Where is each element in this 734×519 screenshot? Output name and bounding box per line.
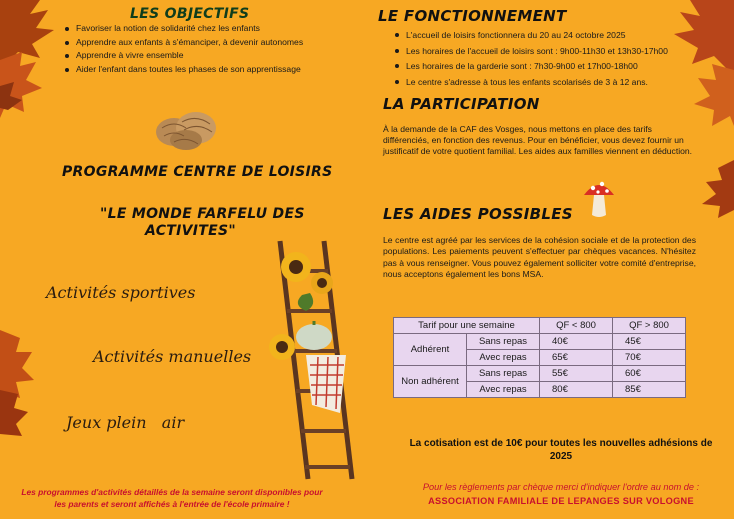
table-header-cell: Tarif pour une semaine xyxy=(394,318,540,334)
list-item: Apprendre à vivre ensemble xyxy=(76,50,376,61)
fonctionnement-title: LE FONCTIONNEMENT xyxy=(378,7,567,25)
cotisation-line2: 2025 xyxy=(549,451,573,462)
cotisation-line1: La cotisation est de 10€ pour toutes les nouvelles adhésions de xyxy=(409,438,713,449)
programme-title: PROGRAMME CENTRE DE LOISIRS xyxy=(62,164,333,180)
table-row xyxy=(394,366,686,382)
tarifs-table xyxy=(393,317,686,398)
price-cell: 85€ xyxy=(613,382,686,398)
mushroom-icon xyxy=(582,175,616,219)
price-cell: 40€ xyxy=(540,334,613,350)
objectifs-title: LES OBJECTIFS xyxy=(130,6,250,22)
table-header-cell: QF < 800 xyxy=(540,318,613,334)
price-cell: 45€ xyxy=(613,334,686,350)
list-item: L'accueil de loisirs fonctionnera du 20 au 24 octobre 2025 xyxy=(406,29,734,42)
group-label: Adhérent xyxy=(394,334,467,366)
programme-footer-line1: Les programmes d'activités détaillés de la semaine seront disponibles pour xyxy=(21,487,323,497)
autumn-leaf-right-middle-icon xyxy=(700,160,734,220)
reglement-note: Pour les règlements par chèque merci d'indiquer l'ordre au nom de : xyxy=(422,482,700,492)
list-item: Les horaires de l'accueil de loisirs sont : 9h00-11h30 et 13h30-17h00 xyxy=(406,45,734,58)
price-cell: 70€ xyxy=(613,350,686,366)
objectifs-list xyxy=(62,23,376,77)
price-cell: 65€ xyxy=(540,350,613,366)
participation-title: LA PARTICIPATION xyxy=(383,95,540,113)
table-row xyxy=(394,334,686,350)
participation-text: À la demande de la CAF des Vosges, nous mettons en place des tarifs différenciés, en fonction des revenus. Pour en bénéficier, vous devez fournir un justificatif de votre quotient familial. Les aides aux familles viennent en déduction. xyxy=(383,124,693,157)
price-cell: 55€ xyxy=(540,366,613,382)
fonctionnement-list xyxy=(392,29,734,91)
list-item: Apprendre aux enfants à s'émanciper, à devenir autonomes xyxy=(76,37,376,48)
list-item: Le centre s'adresse à tous les enfants scolarisés de 3 à 12 ans. xyxy=(406,76,734,89)
table-header-row xyxy=(394,318,686,334)
price-cell: 60€ xyxy=(613,366,686,382)
list-item: Favoriser la notion de solidarité chez les enfants xyxy=(76,23,376,34)
list-item: Les horaires de la garderie sont : 7h30-9h00 et 17h00-18h00 xyxy=(406,60,734,73)
list-item: Aider l'enfant dans toutes les phases de son apprentissage xyxy=(76,64,376,75)
pine-cones-icon xyxy=(152,106,220,154)
meal-type: Avec repas xyxy=(467,350,540,366)
meal-type: Sans repas xyxy=(467,366,540,382)
aides-text: Le centre est agréé par les services de la cohésion sociale et de la protection des populations. Les paiements peuvent s'effectuer par chèques vacances. N'hésitez pas à vous renseigner. Vous pouvez également solliciter votre comité d'entreprise, nous acceptons également les bons MSA. xyxy=(383,235,696,279)
activity-sportives: Activités sportives xyxy=(46,283,196,302)
price-cell: 80€ xyxy=(540,382,613,398)
association-name: ASSOCIATION FAMILIALE DE LEPANGES SUR VOLOGNE xyxy=(428,496,694,506)
programme-footer-note xyxy=(0,486,344,510)
programme-footer-line2: les parents et seront affichés à l'entrée de l'école primaire ! xyxy=(54,499,290,509)
aides-title: LES AIDES POSSIBLES xyxy=(383,205,573,223)
meal-type: Avec repas xyxy=(467,382,540,398)
autumn-leaves-top-left-icon xyxy=(0,0,70,130)
cotisation-note xyxy=(388,437,734,463)
activity-jeux-plein-air: Jeux plein air xyxy=(66,413,185,432)
activity-manuelles: Activités manuelles xyxy=(93,347,252,366)
table-header-cell: QF > 800 xyxy=(613,318,686,334)
group-label: Non adhérent xyxy=(394,366,467,398)
programme-theme-line2: ACTIVITES" xyxy=(145,223,236,239)
ladder-sunflowers-illustration xyxy=(262,235,367,483)
programme-theme-line1: "LE MONDE FARFELU DES xyxy=(100,206,305,222)
autumn-leaves-bottom-left-icon xyxy=(0,330,36,440)
meal-type: Sans repas xyxy=(467,334,540,350)
